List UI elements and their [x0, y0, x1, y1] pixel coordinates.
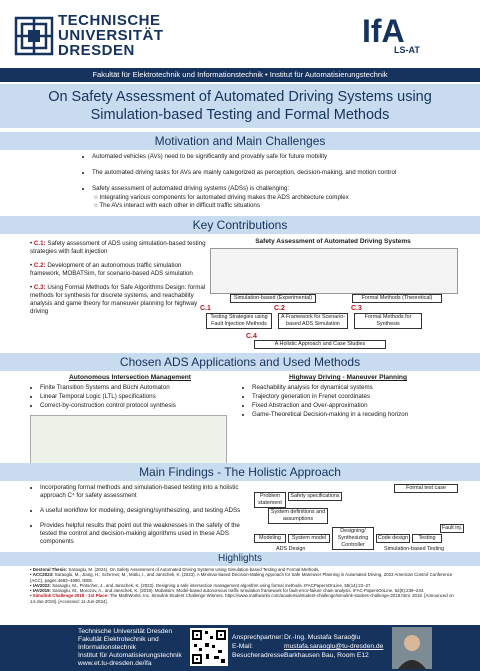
findings-list: [30, 484, 256, 550]
contributions-heading: Key Contributions: [0, 216, 480, 234]
address-line: Technische Universität Dresden: [78, 628, 173, 635]
finding-bullet: • A useful workflow for modeling, designing/synthesizing, and testing ADSs: [40, 507, 256, 515]
node-ads-design: ADS Design: [276, 546, 306, 552]
box-synthesis: Formal Methods for Synthesis: [354, 313, 422, 329]
contribution-item: • C.2: Development of an autonomous traffic simulation framework, MOBATSim, for scenario-based ADS simulation: [30, 262, 193, 277]
portrait-icon: [392, 627, 432, 669]
motivation-bullet: • Safety assessment of automated driving systems (ADSs) is challenging:: [92, 185, 462, 193]
box-framework: A Framework for Scenario-based ADS Simulation: [278, 313, 348, 329]
highway-item: • Trajectory generation in Frenet coordinates: [252, 393, 454, 401]
motivation-heading: Motivation and Main Challenges: [0, 132, 480, 150]
highway-item: • Game-Theoretical Decision-making in a receding horizon: [252, 411, 454, 419]
faculty-text: Fakultät für Elektrotechnik und Informationstechnik • Institut für Automatisierungstechnik: [92, 70, 388, 79]
node-modeling: Modeling: [254, 534, 286, 543]
box-holistic: A Holistic Approach and Case Studies: [254, 340, 386, 349]
finding-bullet: • Provides helpful results that point out the weaknesses in the safety of the tested the control and decision-making algorithms used in these ADS components: [40, 522, 256, 546]
contributions-list: [30, 240, 212, 316]
applications-left: [30, 374, 230, 465]
university-line-1: TECHNISCHE: [58, 12, 161, 29]
highway-title: Highway Driving - Maneuver Planning: [289, 374, 407, 381]
poster-title: On Safety Assessment of Automated Driving Systems using Simulation-based Testing and Formal Methods: [48, 89, 432, 123]
contact-label: Ansprechpartner:: [232, 634, 284, 641]
motivation-body: [82, 153, 462, 210]
motivation-sub-bullet: ○ The AVs interact with each other in difficult traffic situations: [94, 202, 260, 209]
diagram-title: Safety Assessment of Automated Driving Systems: [255, 238, 411, 245]
highlight-item: • Doctoral Thesis: Saraoglu, M. (2024). On Safety Assessment of Automated Driving Systems Using Simulation-based Testing and Formal Methods.: [30, 567, 320, 572]
highway-item: • Fixed Abstraction and Over-approximation: [252, 402, 454, 410]
intersection-item: • Correct-by-construction control protocol synthesis: [40, 402, 230, 410]
address-line: Institut für Automatisierungstechnik: [78, 652, 182, 659]
tud-logo: [14, 16, 54, 56]
node-system-model: System model: [288, 534, 330, 543]
highlights-heading: Highlights: [0, 552, 480, 566]
university-line-3: DRESDEN: [58, 42, 135, 59]
node-fault-inj: Fault inj.: [441, 525, 463, 531]
footer-address: [78, 628, 182, 668]
node-code: Code design: [377, 535, 409, 541]
email-link[interactable]: mustafa.saraoglu@tu-dresden.de: [284, 643, 384, 650]
intersection-figure: [30, 415, 227, 465]
highlight-item: • ACC2023: Saraoglu, M., Jiang, H., Schirmer, M., Mutlu, I., and Janschek, K. (2023). A Minimax-based Decision-Making Approach for Safe Maneuver Planning in Automated Driving, 2023 American Control Conference (ACC), pages 4683–4690, IEEE.: [30, 572, 453, 583]
highway-item: • Reachability analysis for dynamical systems: [252, 384, 454, 392]
intersection-item: • Linear Temporal Logic (LTL) specifications: [40, 393, 230, 401]
node-sim-testing: Simulation-based Testing: [384, 546, 445, 552]
contribution-item: • C.3: Using Formal Methods for Safe Algorithms Design: formal methods for synthesis for discrete systems, and reachability analysis and game theory for maneuver planning for highway driving: [30, 284, 206, 315]
ifa-logo-text: IfA: [362, 13, 405, 49]
finding-bullet: • Incorporating formal methods and simulation-based testing into a holistic approach C⁴ for safety assessment: [40, 484, 256, 500]
applications-right: [242, 374, 454, 420]
qr-code-icon: [190, 628, 228, 666]
contributions-diagram: [200, 238, 460, 352]
address-line: Fakultät Elektrotechnik und: [78, 636, 159, 643]
highlight-item: • Simulink Challenge 2018 - 1st Place: The MathWorks, Inc. Simulink Student Challenge Winners. https://www.mathworks.com/academia/student-challenge/simulink-student-challenge-2018.html. 2018. [Announced on 14-Jan-2019]. [Accessed: 11-Jun-2024].: [30, 593, 454, 604]
ifa-logo: [362, 14, 442, 60]
visitor-label: Besucheradresse:: [232, 652, 286, 659]
university-line-2: UNIVERSITÄT: [58, 27, 164, 44]
contribution-item: • C.1: Safety assessment of ADS using simulation-based testing strategies with fault injection: [30, 240, 206, 255]
node-system-defs: System definitions and assumptions: [268, 508, 328, 524]
findings-diagram: [254, 484, 462, 552]
highlight-item: • IAV2019: Saraoglu, M., Morozov, A., and Janschek, K. (2019). Mobatsim: Model-based autonomous traffic simulation framework for fault-error-failure chain analysis. IFAC-PapersOnLine, 52(8):239–244.: [30, 588, 425, 594]
website-link[interactable]: www.et.tu-dresden.de/ifa: [78, 660, 152, 667]
university-name: [58, 13, 164, 58]
label-formal: Formal Methods (Theoretical): [352, 294, 442, 303]
email-label: E-Mail:: [232, 643, 253, 650]
box-testing: Testing Strategies using Fault Injection Methods: [206, 313, 272, 329]
contact-value: Dr.-Ing. Mustafa Saraoğlu: [284, 634, 361, 641]
footer: [0, 625, 480, 671]
node-formal-test: Formal test case: [394, 484, 458, 493]
faculty-banner: [0, 68, 480, 82]
tag-c1: C.1: [200, 305, 211, 312]
tag-c2: C.2: [274, 305, 285, 312]
node-testing: Testing: [412, 534, 442, 543]
node-safety-spec: Safety specifications: [288, 492, 342, 501]
footer-contact: [232, 633, 383, 660]
ifa-logo-sub: LS-AT: [394, 45, 420, 55]
applications-heading: Chosen ADS Applications and Used Methods: [0, 353, 480, 371]
node-problem: Problem statement: [254, 492, 286, 508]
intersection-item: • Finite Transition Systems and Büchi Automaton: [40, 384, 230, 392]
tag-c4: C.4: [246, 333, 257, 340]
intersection-title: Autonomous Intersection Management: [69, 374, 191, 381]
label-simulation: Simulation-based (Experimental): [230, 294, 316, 303]
title-banner: [0, 84, 480, 128]
tud-shield-icon: [14, 16, 54, 56]
address-line: Informationstechnik: [78, 644, 136, 651]
node-design: Designing/ Synthesizing Controller: [332, 527, 374, 550]
motivation-bullet: • The automated driving tasks for AVs are mainly categorized as perception, decision-making, and motion control: [92, 169, 462, 177]
avatar: [392, 627, 432, 669]
motivation-bullet: • Automated vehicles (AVs) need to be significantly and provably safe for future mobility: [92, 153, 462, 161]
visitor-value: Barkhausen Bau, Room E12: [284, 652, 369, 659]
diagram-image-area: [210, 248, 458, 294]
highlight-item: • IAV2022: Saraoglu, M., Pintscher, J., and Janschek, K. (2022). Designing a safe intersection management algorithm using formal methods. IFACPapersOnLine, 55(14):22–27.: [30, 582, 372, 588]
findings-heading: Main Findings - The Holistic Approach: [0, 463, 480, 481]
motivation-sub-bullet: ○ Integrating various components for automated driving makes the ADS architecture complex: [94, 194, 349, 201]
highlights-list: [30, 567, 460, 604]
tag-c3: C.3: [351, 305, 362, 312]
